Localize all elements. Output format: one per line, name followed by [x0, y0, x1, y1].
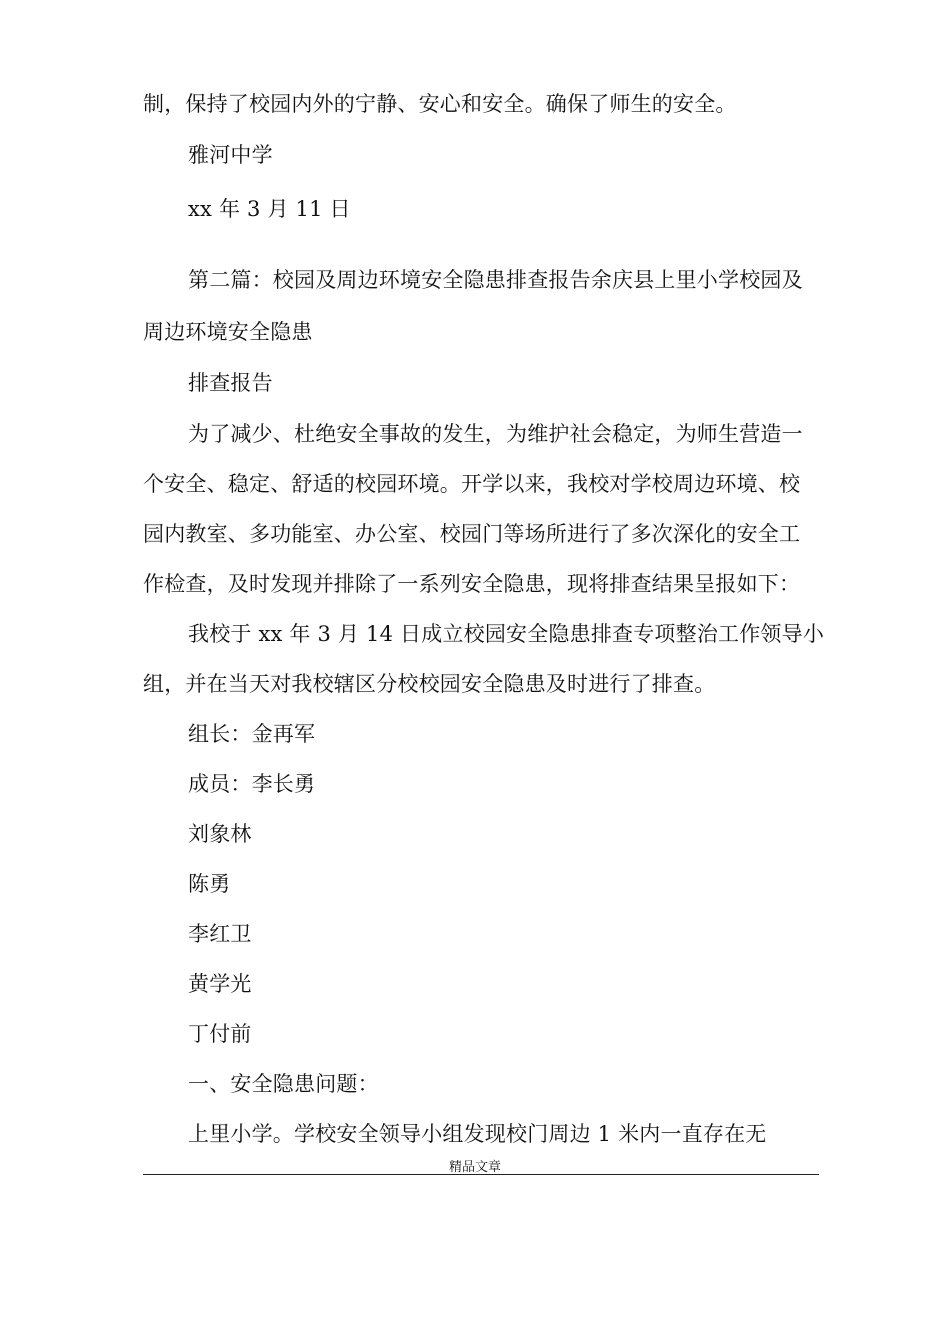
group-member: 陈勇: [188, 872, 231, 896]
group-leader: 组长：金再军: [188, 722, 316, 746]
footer-divider: [143, 1174, 819, 1175]
group-member: 李红卫: [188, 922, 252, 946]
group-member: 黄学光: [188, 972, 252, 996]
section-title-continued: 周边环境安全隐患: [143, 320, 313, 344]
report-subtitle: 排查报告: [188, 371, 273, 395]
group-member: 丁付前: [188, 1022, 252, 1046]
paragraph-line: 我校于 xx 年 3 月 14 日成立校园安全隐患排查专项整治工作领导小: [188, 622, 825, 646]
paragraph-line: 制，保持了校园内外的宁静、安心和安全。确保了师生的安全。: [143, 92, 737, 116]
group-member: 成员：李长勇: [188, 772, 316, 796]
school-name: 雅河中学: [188, 143, 273, 167]
section-title: 第二篇：校园及周边环境安全隐患排查报告余庆县上里小学校园及: [188, 268, 803, 292]
paragraph-line: 园内教室、多功能室、办公室、校园门等场所进行了多次深化的安全工: [143, 522, 801, 546]
paragraph-line: 上里小学。学校安全领导小组发现校门周边 1 米内一直存在无: [188, 1122, 767, 1146]
section-heading: 一、安全隐患问题：: [188, 1072, 379, 1096]
paragraph-line: 作检查，及时发现并排除了一系列安全隐患，现将排查结果呈报如下：: [143, 572, 801, 596]
group-member: 刘象林: [188, 822, 252, 846]
date-line: xx 年 3 月 11 日: [188, 197, 351, 221]
paragraph-line: 为了减少、杜绝安全事故的发生，为维护社会稳定，为师生营造一: [188, 422, 803, 446]
footer-label: 精品文章: [448, 1160, 501, 1175]
paragraph-line: 组，并在当天对我校辖区分校校园安全隐患及时进行了排查。: [143, 672, 716, 696]
paragraph-line: 个安全、稳定、舒适的校园环境。开学以来，我校对学校周边环境、校: [143, 472, 801, 496]
